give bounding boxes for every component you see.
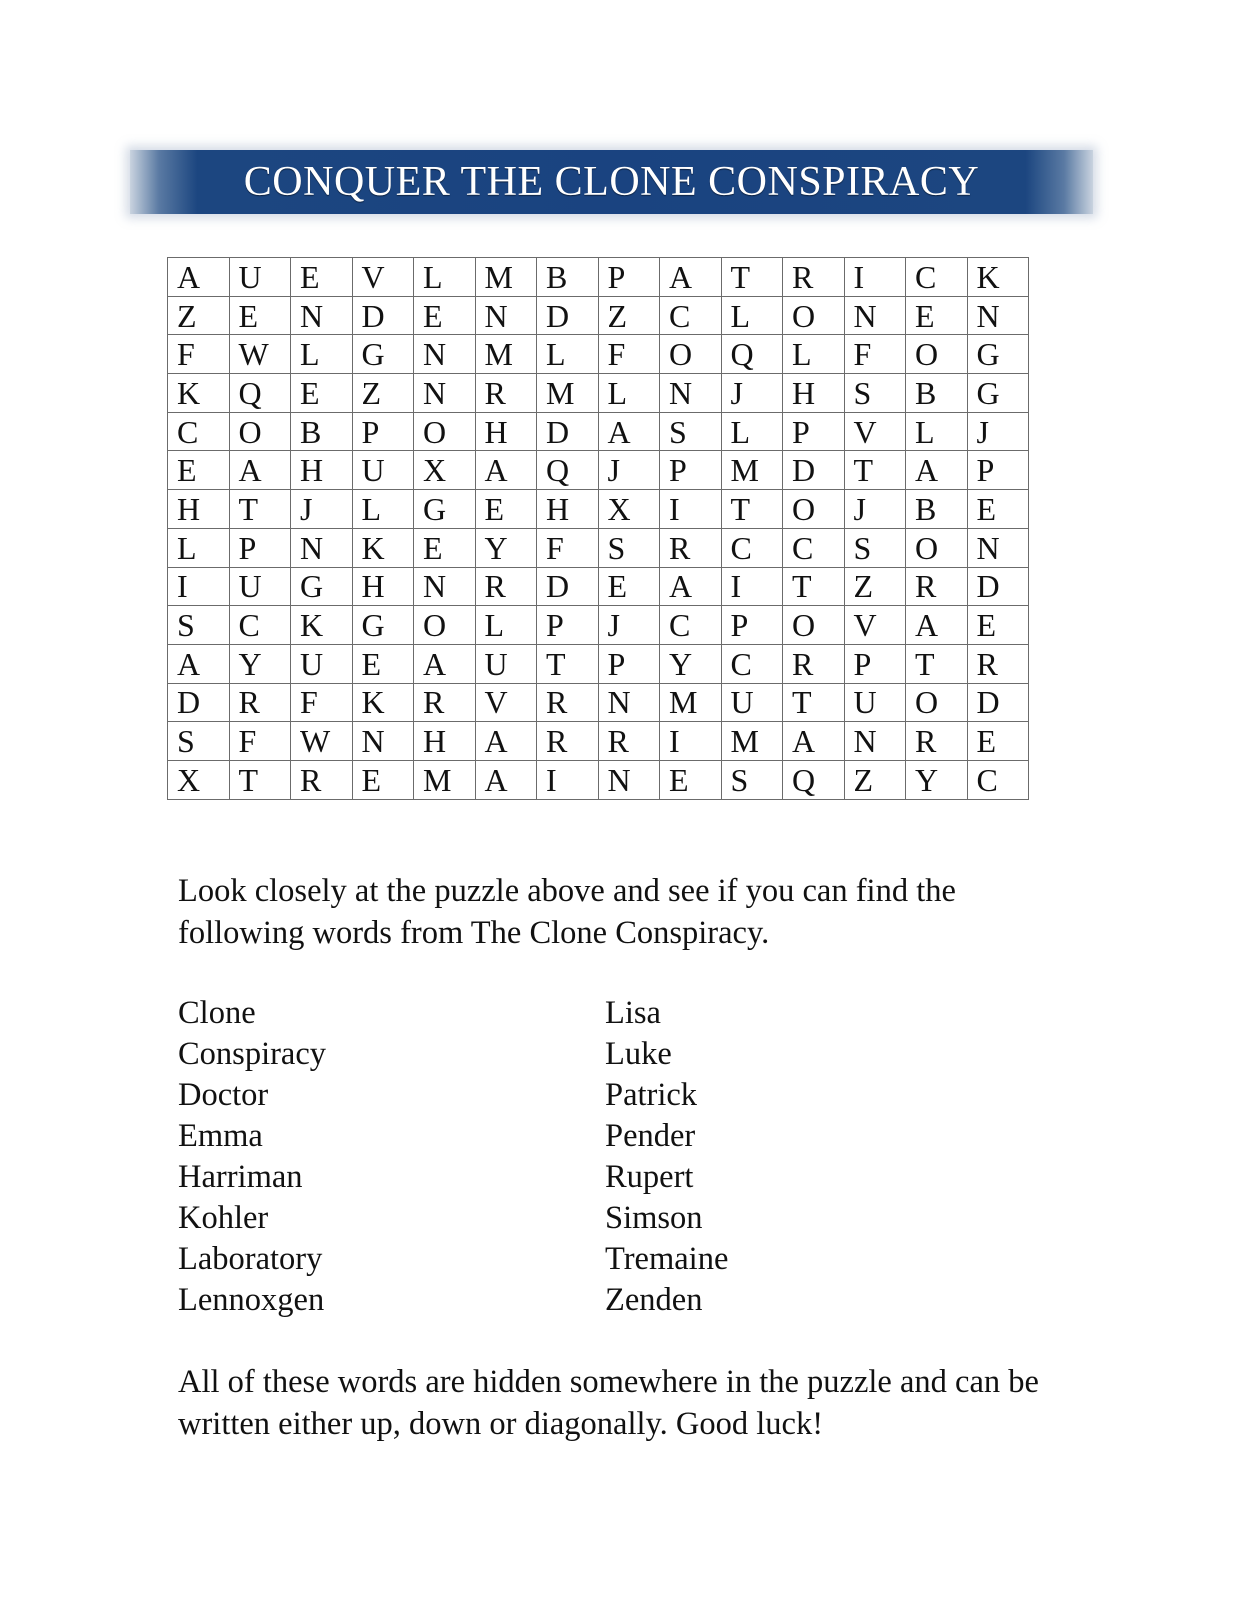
grid-cell: N (967, 296, 1029, 335)
title-banner (130, 150, 1093, 214)
grid-cell: O (906, 528, 968, 567)
grid-row (168, 644, 1029, 683)
grid-cell: M (414, 760, 476, 799)
grid-cell: H (414, 722, 476, 761)
instructions-text: Look closely at the puzzle above and see if you can find the following words from The Clone Conspiracy. (178, 873, 956, 951)
grid-cell: J (291, 490, 353, 529)
grid-cell: K (291, 606, 353, 645)
grid-cell: A (168, 644, 230, 683)
grid-row (168, 374, 1029, 413)
word-item: Tremaine (605, 1241, 729, 1277)
grid-cell: C (721, 528, 783, 567)
grid-cell: W (229, 335, 291, 374)
grid-cell: M (475, 258, 537, 297)
grid-row (168, 528, 1029, 567)
word-item: Patrick (605, 1077, 698, 1113)
grid-cell: L (291, 335, 353, 374)
grid-cell: I (537, 760, 599, 799)
grid-cell: C (168, 412, 230, 451)
grid-cell: S (168, 722, 230, 761)
grid-cell: L (783, 335, 845, 374)
grid-cell: U (229, 258, 291, 297)
grid-cell: R (967, 644, 1029, 683)
grid-cell: P (660, 451, 722, 490)
word-item: Rupert (605, 1159, 694, 1195)
word-item: Laboratory (178, 1241, 323, 1277)
grid-cell: E (291, 258, 353, 297)
grid-cell: R (537, 683, 599, 722)
grid-row (168, 760, 1029, 799)
grid-cell: E (414, 528, 476, 567)
grid-row (168, 567, 1029, 606)
grid-cell: T (844, 451, 906, 490)
grid-cell: L (721, 296, 783, 335)
grid-cell: I (721, 567, 783, 606)
grid-row (168, 335, 1029, 374)
grid-cell: L (721, 412, 783, 451)
grid-cell: U (352, 451, 414, 490)
grid-cell: L (352, 490, 414, 529)
grid-cell: P (967, 451, 1029, 490)
grid-cell: R (537, 722, 599, 761)
word-item: Zenden (605, 1282, 703, 1318)
grid-cell: D (967, 683, 1029, 722)
grid-cell: T (783, 567, 845, 606)
grid-cell: T (229, 760, 291, 799)
grid-cell: N (598, 683, 660, 722)
grid-cell: S (844, 374, 906, 413)
word-item: Doctor (178, 1077, 269, 1113)
grid-cell: H (537, 490, 599, 529)
grid-cell: D (352, 296, 414, 335)
grid-cell: A (906, 451, 968, 490)
grid-cell: R (783, 258, 845, 297)
grid-cell: I (660, 490, 722, 529)
grid-row (168, 606, 1029, 645)
grid-cell: G (291, 567, 353, 606)
grid-cell: E (967, 606, 1029, 645)
grid-cell: C (229, 606, 291, 645)
grid-cell: H (475, 412, 537, 451)
grid-cell: O (783, 296, 845, 335)
grid-cell: J (598, 451, 660, 490)
grid-cell: E (168, 451, 230, 490)
grid-cell: A (598, 412, 660, 451)
word-item: Lennoxgen (178, 1282, 325, 1318)
grid-cell: J (721, 374, 783, 413)
grid-cell: R (906, 722, 968, 761)
grid-cell: N (844, 722, 906, 761)
grid-cell: D (967, 567, 1029, 606)
grid-cell: E (475, 490, 537, 529)
grid-cell: A (475, 451, 537, 490)
grid-cell: J (844, 490, 906, 529)
grid-row (168, 296, 1029, 335)
grid-cell: X (168, 760, 230, 799)
grid-cell: E (906, 296, 968, 335)
word-list-left (178, 993, 326, 1321)
grid-cell: O (414, 606, 476, 645)
grid-cell: M (660, 683, 722, 722)
grid-cell: U (475, 644, 537, 683)
grid-cell: P (783, 412, 845, 451)
grid-cell: L (537, 335, 599, 374)
grid-cell: R (291, 760, 353, 799)
grid-cell: B (291, 412, 353, 451)
closing-text: All of these words are hidden somewhere in the puzzle and can be written either up, down or diagonally. Good luck! (178, 1364, 1039, 1442)
grid-cell: R (475, 374, 537, 413)
grid-cell: R (783, 644, 845, 683)
grid-cell: F (844, 335, 906, 374)
page-title: CONQUER THE CLONE CONSPIRACY (243, 159, 980, 205)
grid-row (168, 258, 1029, 297)
grid-cell: N (598, 760, 660, 799)
grid-cell: T (721, 258, 783, 297)
grid-cell: Q (537, 451, 599, 490)
grid-cell: B (906, 490, 968, 529)
grid-cell: E (352, 644, 414, 683)
grid-cell: I (168, 567, 230, 606)
grid-cell: N (660, 374, 722, 413)
grid-cell: N (414, 335, 476, 374)
grid-cell: F (598, 335, 660, 374)
grid-cell: P (721, 606, 783, 645)
grid-cell: T (906, 644, 968, 683)
grid-cell: A (475, 722, 537, 761)
grid-cell: E (352, 760, 414, 799)
grid-cell: D (537, 567, 599, 606)
grid-cell: E (414, 296, 476, 335)
grid-cell: W (291, 722, 353, 761)
grid-cell: F (229, 722, 291, 761)
grid-cell: J (598, 606, 660, 645)
grid-cell: E (291, 374, 353, 413)
grid-cell: V (844, 412, 906, 451)
grid-cell: R (598, 722, 660, 761)
grid-cell: E (229, 296, 291, 335)
grid-cell: I (660, 722, 722, 761)
grid-cell: G (352, 335, 414, 374)
grid-cell: M (475, 335, 537, 374)
grid-cell: K (352, 528, 414, 567)
grid-cell: P (352, 412, 414, 451)
grid-cell: A (414, 644, 476, 683)
grid-cell: A (229, 451, 291, 490)
grid-cell: H (352, 567, 414, 606)
grid-cell: S (598, 528, 660, 567)
grid-row (168, 683, 1029, 722)
grid-row (168, 722, 1029, 761)
grid-cell: U (229, 567, 291, 606)
grid-cell: A (660, 258, 722, 297)
grid-cell: X (414, 451, 476, 490)
grid-cell: P (598, 644, 660, 683)
grid-cell: Q (721, 335, 783, 374)
grid-cell: H (783, 374, 845, 413)
grid-cell: Z (844, 567, 906, 606)
grid-cell: U (844, 683, 906, 722)
grid-cell: G (967, 335, 1029, 374)
grid-cell: C (906, 258, 968, 297)
grid-cell: A (906, 606, 968, 645)
grid-cell: A (783, 722, 845, 761)
grid-cell: F (168, 335, 230, 374)
grid-cell: P (598, 258, 660, 297)
grid-cell: M (721, 722, 783, 761)
grid-cell: N (414, 567, 476, 606)
grid-cell: Q (783, 760, 845, 799)
grid-cell: O (906, 335, 968, 374)
grid-cell: N (967, 528, 1029, 567)
grid-cell: S (721, 760, 783, 799)
grid-cell: O (783, 606, 845, 645)
grid-cell: N (414, 374, 476, 413)
grid-cell: K (168, 374, 230, 413)
word-list-right (605, 993, 728, 1321)
grid-cell: U (721, 683, 783, 722)
word-search-grid (167, 257, 1029, 800)
grid-cell: P (537, 606, 599, 645)
grid-cell: N (475, 296, 537, 335)
grid-cell: M (721, 451, 783, 490)
grid-cell: G (352, 606, 414, 645)
grid-cell: Y (475, 528, 537, 567)
grid-cell: M (537, 374, 599, 413)
grid-cell: V (475, 683, 537, 722)
grid-cell: A (475, 760, 537, 799)
grid-cell: S (168, 606, 230, 645)
grid-cell: O (414, 412, 476, 451)
grid-cell: F (537, 528, 599, 567)
grid-cell: C (783, 528, 845, 567)
grid-cell: N (352, 722, 414, 761)
grid-cell: D (537, 296, 599, 335)
grid-cell: H (291, 451, 353, 490)
grid-cell: L (598, 374, 660, 413)
grid-cell: K (352, 683, 414, 722)
grid-cell: D (783, 451, 845, 490)
grid-cell: U (291, 644, 353, 683)
grid-cell: X (598, 490, 660, 529)
grid-cell: R (660, 528, 722, 567)
grid-cell: V (844, 606, 906, 645)
grid-cell: Z (168, 296, 230, 335)
word-item: Lisa (605, 995, 661, 1031)
grid-cell: R (229, 683, 291, 722)
word-item: Simson (605, 1200, 703, 1236)
grid-cell: R (906, 567, 968, 606)
grid-cell: L (906, 412, 968, 451)
grid-cell: Q (229, 374, 291, 413)
word-item: Clone (178, 995, 256, 1031)
grid-cell: O (660, 335, 722, 374)
grid-cell: B (906, 374, 968, 413)
grid-cell: P (229, 528, 291, 567)
grid-cell: O (229, 412, 291, 451)
grid-cell: V (352, 258, 414, 297)
grid-cell: Y (660, 644, 722, 683)
grid-cell: C (721, 644, 783, 683)
grid-row (168, 490, 1029, 529)
grid-cell: C (660, 296, 722, 335)
grid-cell: O (906, 683, 968, 722)
grid-cell: S (660, 412, 722, 451)
grid-cell: C (967, 760, 1029, 799)
grid-cell: A (168, 258, 230, 297)
grid-cell: Z (844, 760, 906, 799)
grid-cell: L (168, 528, 230, 567)
grid-cell: Y (906, 760, 968, 799)
grid-cell: R (414, 683, 476, 722)
word-item: Pender (605, 1118, 696, 1154)
word-item: Kohler (178, 1200, 269, 1236)
grid-cell: T (721, 490, 783, 529)
grid-cell: D (168, 683, 230, 722)
grid-cell: I (844, 258, 906, 297)
grid-cell: N (291, 296, 353, 335)
grid-cell: G (414, 490, 476, 529)
grid-cell: E (598, 567, 660, 606)
grid-cell: C (660, 606, 722, 645)
word-item: Harriman (178, 1159, 303, 1195)
grid-cell: L (475, 606, 537, 645)
word-item: Luke (605, 1036, 672, 1072)
grid-cell: T (783, 683, 845, 722)
grid-cell: K (967, 258, 1029, 297)
word-item: Emma (178, 1118, 263, 1154)
grid-cell: B (537, 258, 599, 297)
grid-cell: N (844, 296, 906, 335)
grid-cell: H (168, 490, 230, 529)
grid-cell: Z (598, 296, 660, 335)
grid-row (168, 451, 1029, 490)
grid-cell: T (537, 644, 599, 683)
grid-cell: T (229, 490, 291, 529)
grid-cell: L (414, 258, 476, 297)
grid-cell: G (967, 374, 1029, 413)
grid-cell: D (537, 412, 599, 451)
grid-cell: E (967, 490, 1029, 529)
grid-cell: N (291, 528, 353, 567)
grid-cell: E (660, 760, 722, 799)
grid-cell: J (967, 412, 1029, 451)
grid-cell: Z (352, 374, 414, 413)
grid-cell: Y (229, 644, 291, 683)
grid-cell: E (967, 722, 1029, 761)
grid-cell: P (844, 644, 906, 683)
word-item: Conspiracy (178, 1036, 327, 1072)
grid-cell: F (291, 683, 353, 722)
grid-cell: S (844, 528, 906, 567)
grid-cell: A (660, 567, 722, 606)
grid-cell: R (475, 567, 537, 606)
grid-cell: O (783, 490, 845, 529)
grid-row (168, 412, 1029, 451)
